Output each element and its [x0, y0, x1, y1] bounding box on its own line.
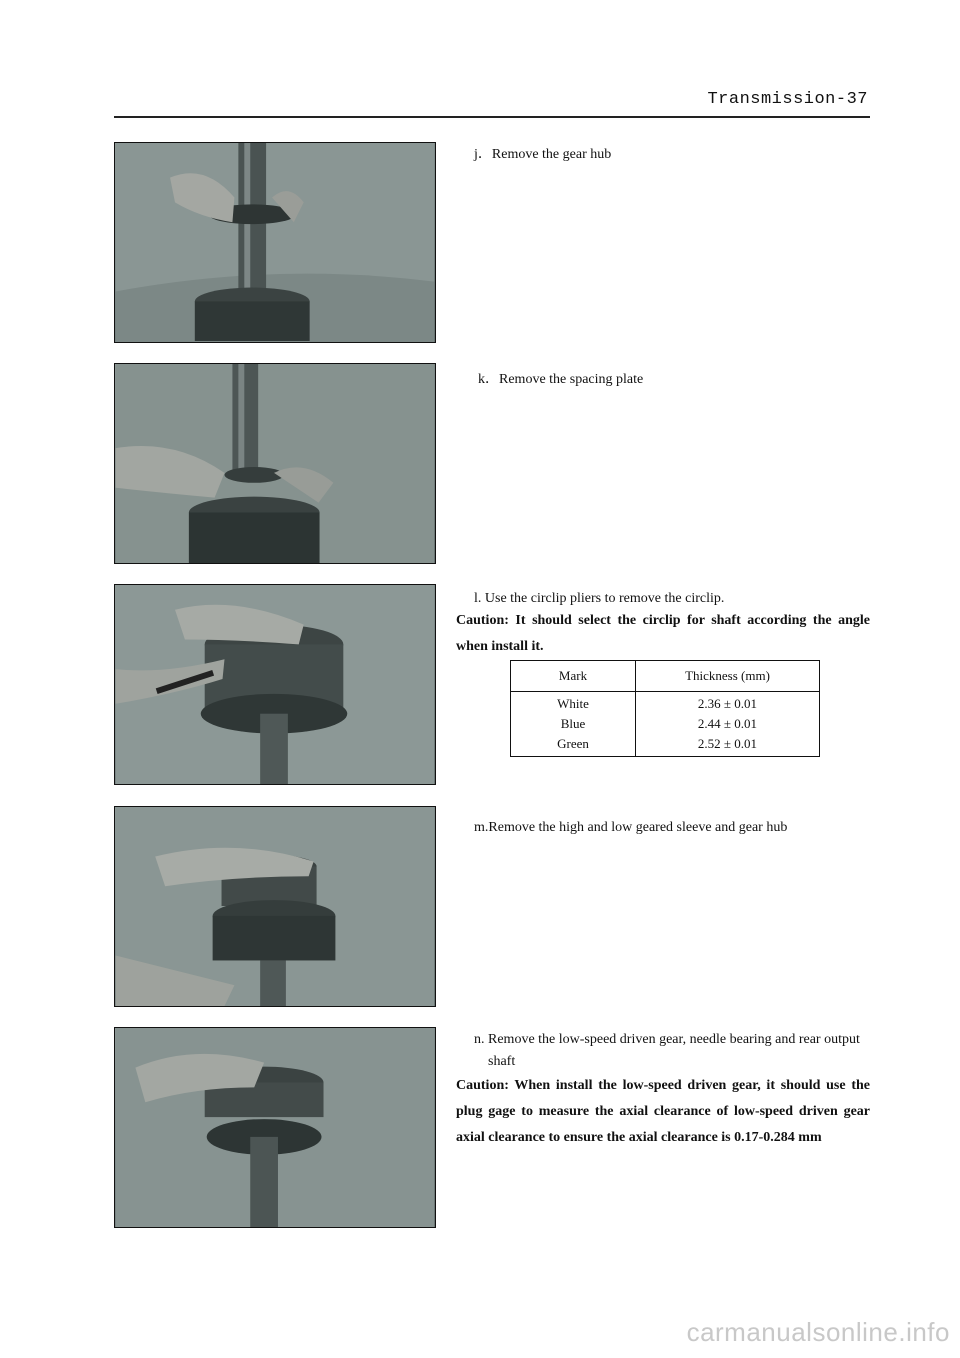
photo-remove-low-speed-gear [114, 1027, 436, 1228]
page-header-title: Transmission-37 [707, 90, 868, 109]
step-l-label: l. Use the circlip pliers to remove the circlip. [474, 591, 725, 606]
watermark-text: carmanualsonline.info [686, 1317, 950, 1347]
table-header-thickness: Thickness (mm) [636, 661, 820, 692]
step-n-label-continued: shaft [488, 1054, 516, 1069]
table-cell-thickness [636, 692, 820, 757]
step-n-label: n. Remove the low-speed driven gear, needle bearing and rear output [474, 1032, 860, 1047]
table-cell-marks [511, 692, 636, 757]
thickness-blue: 2.44 ± 0.01 [697, 716, 758, 731]
photo-remove-circlip [114, 584, 436, 785]
thickness-white: 2.36 ± 0.01 [697, 696, 758, 711]
photo-remove-geared-sleeve [114, 806, 436, 1007]
photo-remove-gear-hub [114, 142, 436, 343]
caution-axial-clearance-note: Caution: When install the low-speed driven gear, it should use the plug gage to measure the axial clearance of low-speed driven gear axial clearance to ensure the axial clearance is 0.17-0.284 mm [456, 1078, 870, 1145]
mark-blue: Blue [560, 716, 586, 731]
mark-white: White [557, 696, 589, 711]
caution-circlip-note: Caution: It should select the circlip for shaft according the angle when install it. [456, 613, 870, 654]
step-k-label: k．Remove the spacing plate [478, 372, 644, 387]
step-m-label: m.Remove the high and low geared sleeve and gear hub [474, 820, 788, 835]
circlip-thickness-table [510, 660, 820, 757]
header-divider [114, 116, 870, 118]
table-header-mark: Mark [511, 661, 636, 692]
thickness-green: 2.52 ± 0.01 [697, 736, 758, 751]
step-j-label: j．Remove the gear hub [474, 147, 612, 162]
photo-remove-spacing-plate [114, 363, 436, 564]
mark-green: Green [557, 736, 589, 751]
